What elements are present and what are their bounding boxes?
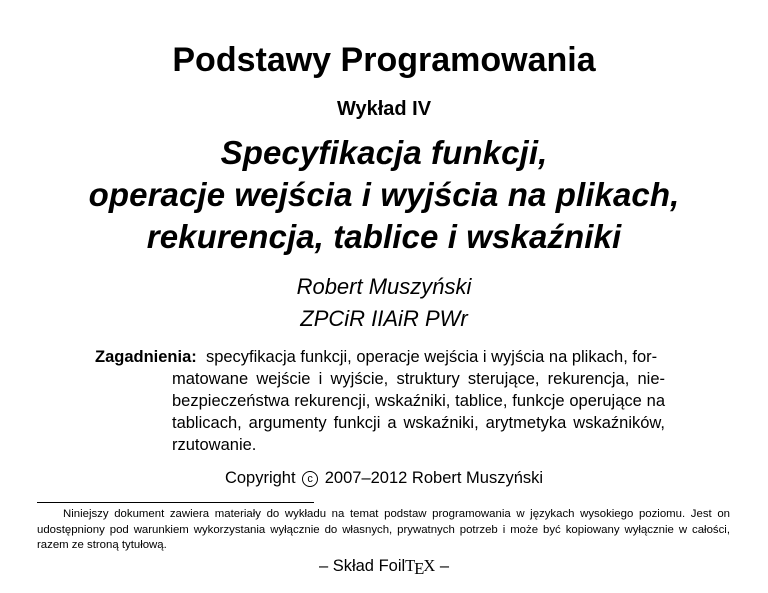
copyright-line xyxy=(0,469,768,488)
footer-prefix: – Skład Foil xyxy=(318,557,406,575)
subtitle-line: Specyfikacja funkcji, xyxy=(220,134,548,171)
footnote xyxy=(37,507,730,554)
tex-logo xyxy=(405,556,436,578)
topics-line: specyfikacja funkcji, operacje wejścia i wyjścia na plikach, for- xyxy=(205,348,658,366)
tex-logo-t: T xyxy=(405,556,416,575)
author-name: Robert Muszyński xyxy=(296,274,472,299)
subtitle-line: rekurencja, tablice i wskaźniki xyxy=(146,218,622,255)
typesetting-footer xyxy=(0,556,768,576)
author-affiliation: ZPCiR IIAiR PWr xyxy=(300,306,468,331)
document-title: Podstawy Programowania xyxy=(172,41,596,79)
topics-line: bezpieczeństwa rekurencji, wskaźniki, tablice, funkcje operujące na xyxy=(172,392,665,410)
copyright-icon: c xyxy=(302,471,318,487)
footnote-line: udostępniony pod warunkiem wykorzystania wyłącznie do własnych, prywatnych potrzeb i może być kopiowany wyłącznie w całości, xyxy=(37,523,730,536)
lecture-number: Wykład IV xyxy=(336,98,432,120)
footnote-rule xyxy=(37,502,314,503)
tex-logo-x: X xyxy=(423,556,436,575)
topics-line: matowane wejście i wyjście, struktury sterujące, rekurencja, nie- xyxy=(172,370,665,388)
copyright-prefix: Copyright xyxy=(224,469,296,487)
subtitle-line: operacje wejścia i wyjścia na plikach, xyxy=(88,176,680,213)
topics-label: Zagadnienia: xyxy=(95,348,197,366)
topics-line: rzutowanie. xyxy=(172,436,257,454)
topics-first-row xyxy=(95,346,665,368)
copyright-text: 2007–2012 Robert Muszyński xyxy=(324,469,544,487)
footnote-line: Niniejszy dokument zawiera materiały do wykładu na temat podstaw programowania w językach wysokiego poziomu. Jest on xyxy=(63,508,730,520)
tex-logo-e: E xyxy=(414,559,425,578)
footer-suffix: – xyxy=(435,557,450,575)
footnote-line: razem ze stroną tytułową. xyxy=(37,539,167,551)
topics-line: tablicach, argumenty funkcji a wskaźniki, arytmetyka wskaźników, xyxy=(172,414,665,432)
